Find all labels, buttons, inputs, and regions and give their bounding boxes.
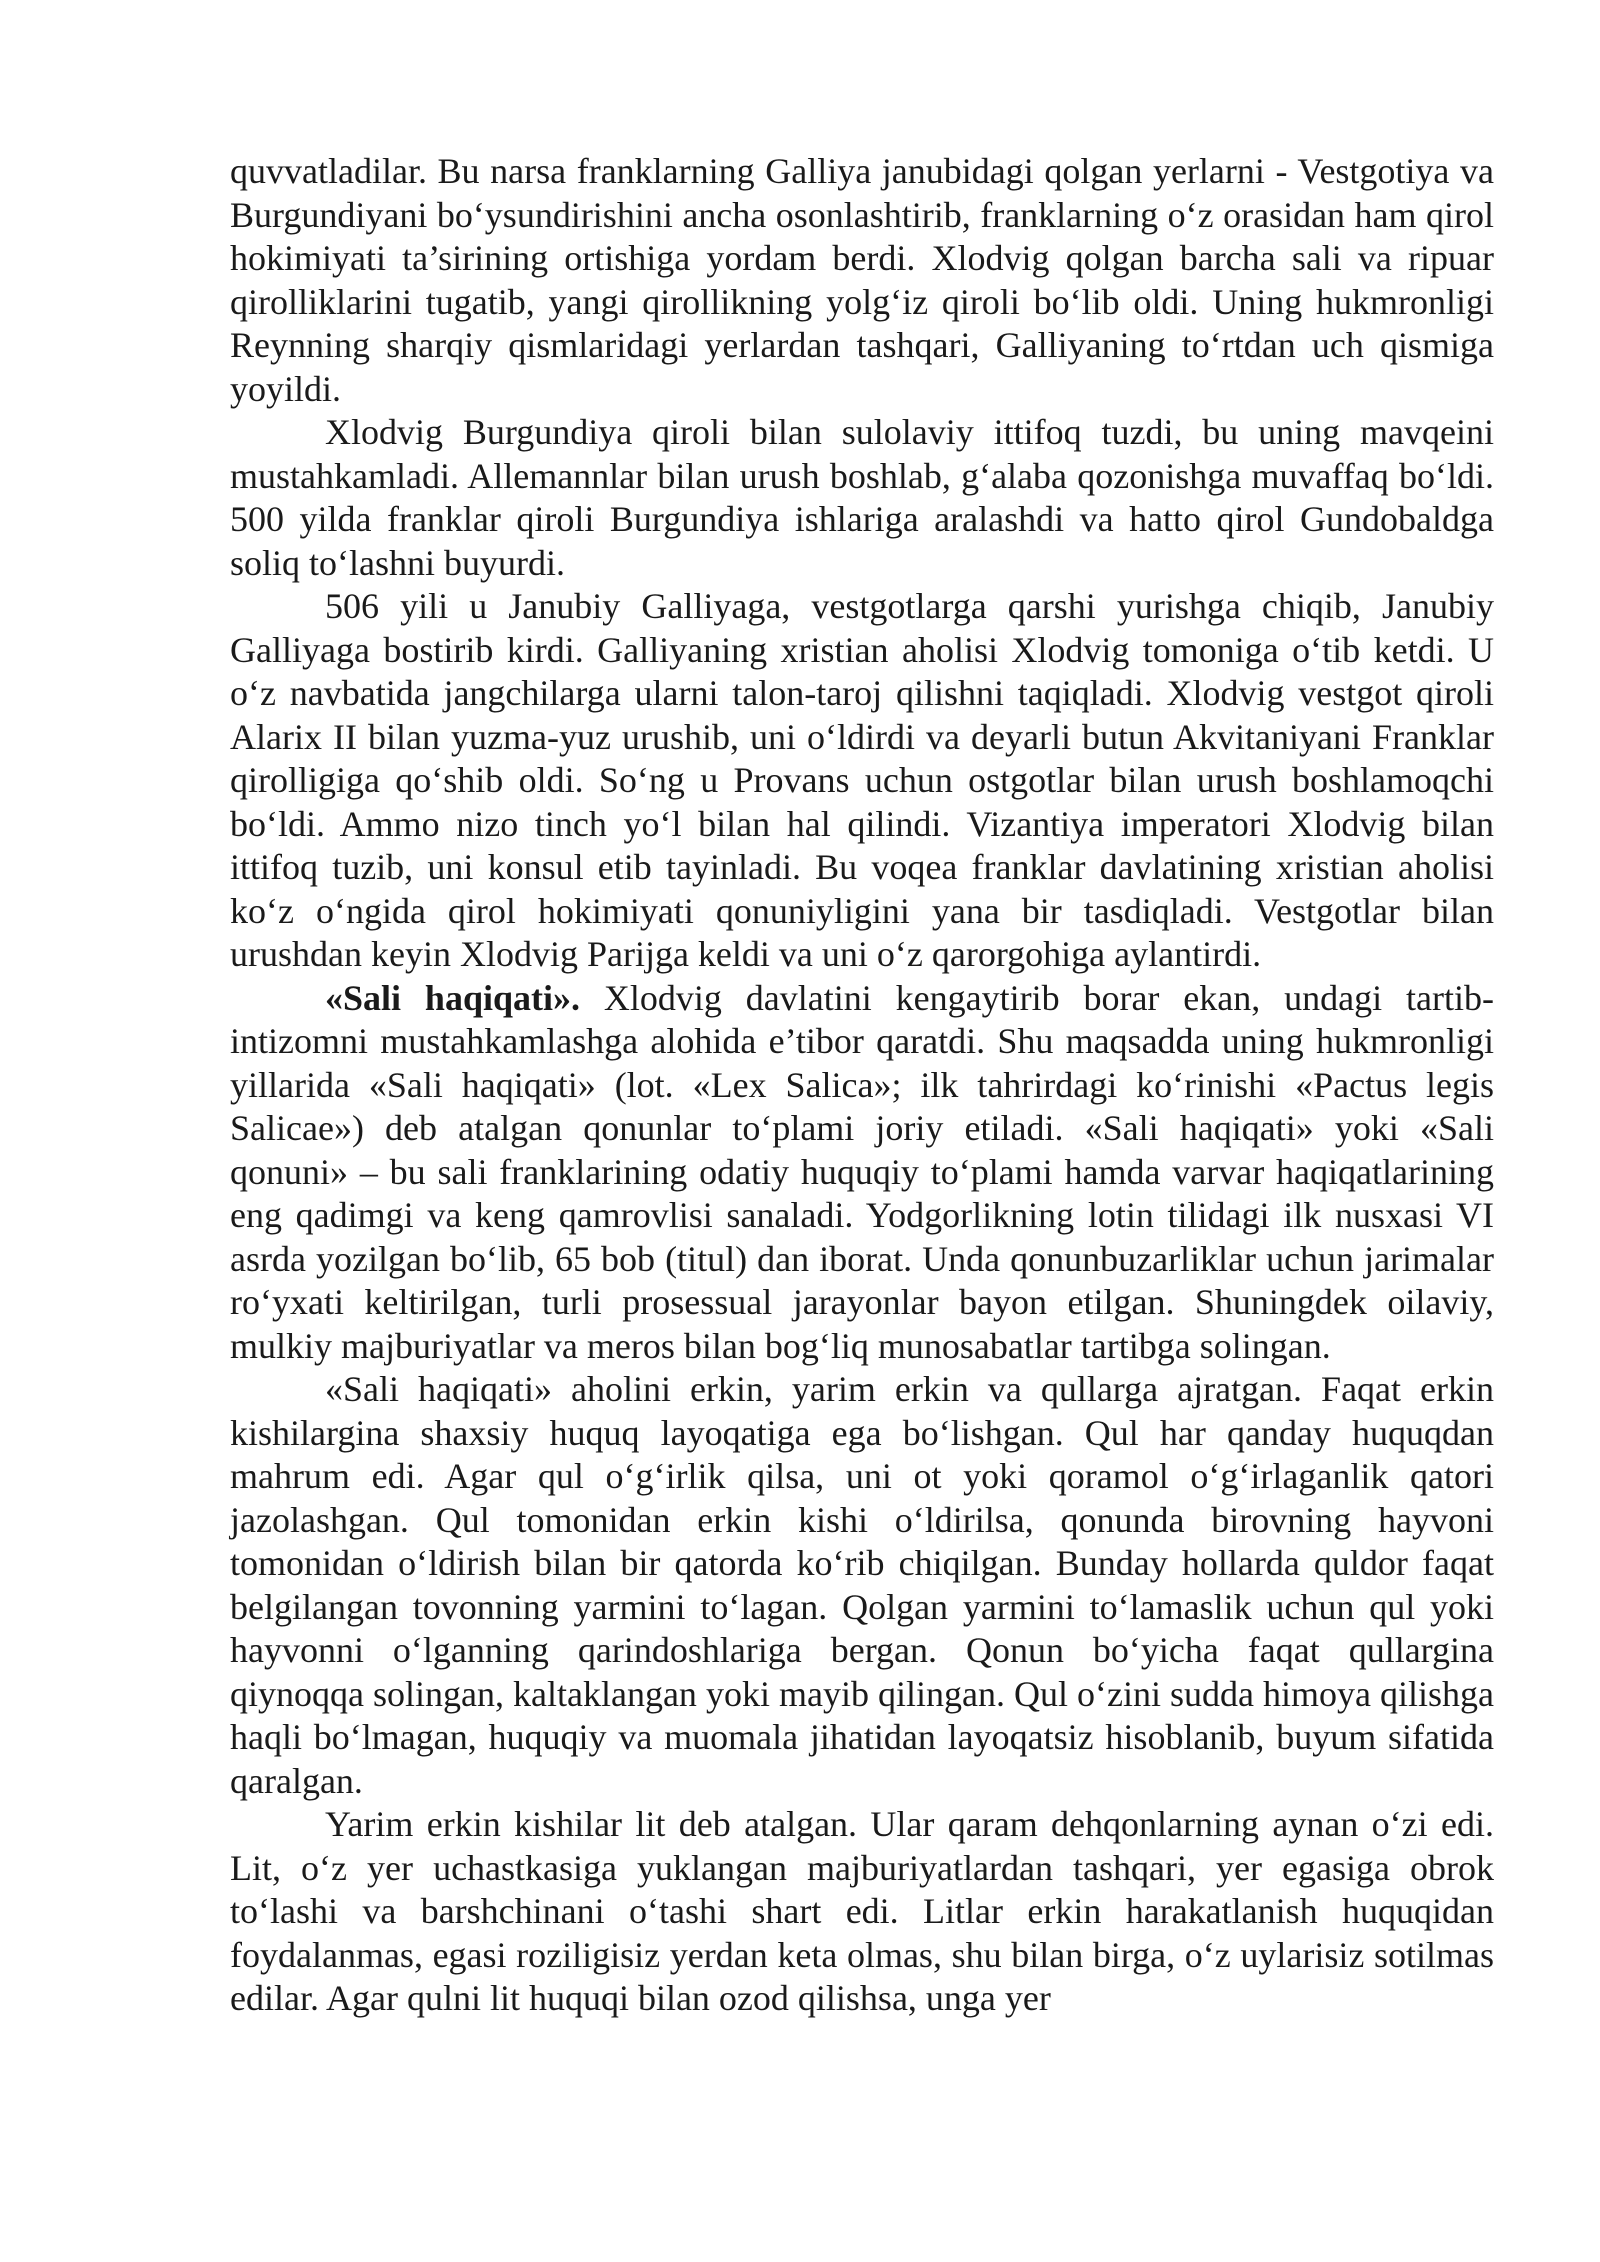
paragraph-1: quvvatladilar. Bu narsa franklarning Galliya janubidagi qolgan yerlarni - Vestgotiya va Burgundiyani bo‘ysundirishini ancha osonlashtirib, franklarning o‘z orasidan ham qirol hokimiyati ta’sirining ortishiga yordam berdi. Xlodvig qolgan barcha sali va ripuar qirolliklarini tugatib, yangi qirollikning yolg‘iz qiroli bo‘lib oldi. Uning hukmronligi Reynning sharqiy qismlaridagi yerlardan tashqari, Galliyaning to‘rtdan uch qismiga yoyildi.: [230, 151, 1494, 409]
paragraph-sali-text: Xlodvig davlatini kengaytirib borar ekan, undagi tartib-intizomni mustahkamlashga alohida e’tibor qaratdi. Shu maqsadda uning hukmronligi yillarida «Sali haqiqati» (lot. «Lex Salica»; ilk tahrirdagi ko‘rinishi «Pactus legis Salicae») deb atalgan qonunlar to‘plami joriy etiladi. «Sali haqiqati» yoki «Sali qonuni» – bu sali franklarining odatiy huquqiy to‘plami hamda varvar haqiqatlarining eng qadimgi va keng qamrovlisi sanaladi. Yodgorlikning lotin tilidagi ilk nusxasi VI asrda yozilgan bo‘lib, 65 bob (titul) dan iborat. Unda qonunbuzarliklar uchun jarimalar ro‘yxati keltirilgan, turli prosessual jarayonlar bayon etilgan. Shuningdek oilaviy, mulkiy majburiyatlar va meros bilan bog‘liq munosabatlar tartibga solingan.: [230, 977, 1494, 1366]
paragraph-sali: [230, 977, 1494, 1369]
document-page: [230, 150, 1494, 2021]
paragraph-3: 506 yili u Janubiy Galliyaga, vestgotlarga qarshi yurishga chiqib, Janubiy Galliyaga bostirib kirdi. Galliyaning xristian aholisi Xlodvig tomoniga o‘tib ketdi. U o‘z navbatida jangchilarga ularni talon-taroj qilishni taqiqladi. Xlodvig vestgot qiroli Alarix II bilan yuzma-yuz urushib, uni o‘ldirdi va deyarli butun Akvitaniyani Franklar qirolligiga qo‘shib oldi. So‘ng u Provans uchun ostgotlar bilan urush boshlamoqchi bo‘ldi. Ammo nizo tinch yo‘l bilan hal qilindi. Vizantiya imperatori Xlodvig bilan ittifoq tuzib, uni konsul etib tayinladi. Bu voqea franklar davlatining xristian aholisi ko‘z o‘ngida qirol hokimiyati qonuniyligini yana bir tasdiqladi. Vestgotlar bilan urushdan keyin Xlodvig Parijga keldi va uni o‘z qarorgohiga aylantirdi.: [230, 586, 1494, 974]
section-heading-sali: «Sali haqiqati».: [325, 977, 580, 1018]
paragraph-5: «Sali haqiqati» aholini erkin, yarim erkin va qullarga ajratgan. Faqat erkin kishilargina shaxsiy huquq layoqatiga ega bo‘lishgan. Qul har qanday huquqdan mahrum edi. Agar qul o‘g‘irlik qilsa, uni ot yoki qoramol o‘g‘irlaganlik qatori jazolashgan. Qul tomonidan erkin kishi o‘ldirilsa, qonunda birovning hayvoni tomonidan o‘ldirish bilan bir qatorda ko‘rib chiqilgan. Bunday hollarda quldor faqat belgilangan tovonning yarmini to‘lagan. Qolgan yarmini to‘lamaslik uchun qul yoki hayvonni o‘lganning qarindoshlariga bergan. Qonun bo‘yicha faqat qullargina qiynoqqa solingan, kaltaklangan yoki mayib qilingan. Qul o‘zini sudda himoya qilishga haqli bo‘lmagan, huquqiy va muomala jihatidan layoqatsiz hisoblanib, buyum sifatida qaralgan.: [230, 1369, 1494, 1801]
paragraph-6: Yarim erkin kishilar lit deb atalgan. Ular qaram dehqonlarning aynan o‘zi edi. Lit, o‘z yer uchastkasiga yuklangan majburiyatlardan tashqari, yer egasiga obrok to‘lashi va barshchinani o‘tashi shart edi. Litlar erkin harakatlanish huquqidan foydalanmas, egasi roziligisiz yerdan keta olmas, shu bilan birga, o‘z uylarisiz sotilmas edilar. Agar qulni lit huquqi bilan ozod qilishsa, unga yer: [230, 1804, 1494, 2018]
paragraph-2: Xlodvig Burgundiya qiroli bilan sulolaviy ittifoq tuzdi, bu uning mavqeini mustahkamladi. Allemannlar bilan urush boshlab, g‘alaba qozonishga muvaffaq bo‘ldi. 500 yilda franklar qiroli Burgundiya ishlariga aralashdi va hatto qirol Gundobaldga soliq to‘lashni buyurdi.: [230, 412, 1494, 583]
